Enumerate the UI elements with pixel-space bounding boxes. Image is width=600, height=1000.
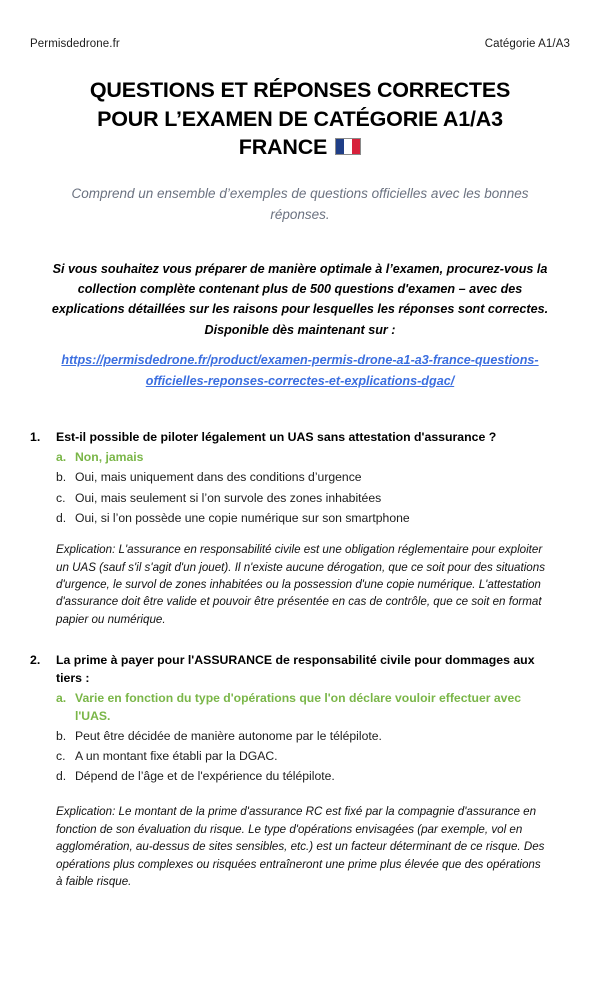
option-letter: b. — [56, 728, 67, 743]
option-letter: c. — [56, 490, 66, 505]
header-category: Catégorie A1/A3 — [484, 38, 570, 50]
option-letter: d. — [56, 768, 67, 783]
answer-option-a[interactable] — [30, 690, 570, 725]
title-line-2: POUR L’EXAMEN DE CATÉGORIE A1/A3 — [97, 106, 503, 131]
answer-options — [30, 449, 570, 527]
option-text: Oui, mais seulement si l’on survole des zones inhabitées — [75, 490, 382, 505]
answer-option-c[interactable] — [30, 490, 570, 508]
questions-list — [30, 429, 570, 890]
answer-option-d[interactable] — [30, 768, 570, 786]
product-link[interactable]: https://permisdedrone.fr/product/examen-permis-drone-a1-a3-france-questions-officielles-reponses-correctes-et-explications-dgac/ — [61, 353, 539, 388]
question-heading — [30, 652, 570, 687]
option-letter: a. — [56, 450, 67, 465]
option-text: Oui, si l’on possède une copie numérique sur son smartphone — [75, 510, 410, 525]
question-block — [30, 429, 570, 628]
title-line-1: QUESTIONS ET RÉPONSES CORRECTES — [89, 78, 511, 102]
option-letter: d. — [56, 510, 67, 525]
answer-option-a[interactable] — [30, 449, 570, 467]
answer-option-b[interactable] — [30, 469, 570, 487]
page-header — [30, 0, 570, 50]
answer-option-b[interactable] — [30, 728, 570, 746]
question-number: 2. — [30, 653, 41, 668]
question-number: 1. — [30, 429, 41, 444]
option-text: A un montant fixe établi par la DGAC. — [75, 748, 278, 763]
question-text: La prime à payer pour l'ASSURANCE de responsabilité civile pour dommages aux tiers : — [56, 653, 535, 685]
answer-option-d[interactable] — [30, 510, 570, 528]
option-text: Peut être décidée de manière autonome par le télépilote. — [75, 728, 382, 743]
option-text: Varie en fonction du type d'opérations que l'on déclare vouloir effectuer avec l'UAS. — [75, 691, 522, 723]
title-line-3-row — [30, 133, 570, 162]
page-subtitle: Comprend un ensemble d’exemples de questions officielles avec les bonnes réponses. — [71, 185, 529, 222]
option-letter: a. — [56, 691, 67, 706]
header-site-name: Permisdedrone.fr — [30, 38, 120, 50]
option-letter: c. — [56, 748, 66, 763]
answer-option-c[interactable] — [30, 748, 570, 766]
page-title — [30, 76, 570, 162]
option-text: Non, jamais — [75, 450, 144, 465]
question-explanation: Explication: Le montant de la prime d'assurance RC est fixé par la compagnie d'assurance en fonction de son évaluation du risque. Le type d'opérations envisagées (par exemple, vol en agglomération, au-dessus de sites sensibles, etc.) est un facteur déterminant de ce risque. Des opérations plus complexes ou risquées entraîneront une prime plus élevée que des opérations à faible risque. — [56, 805, 545, 888]
question-heading — [30, 429, 570, 446]
answer-options — [30, 690, 570, 785]
question-text: Est-il possible de piloter légalement un UAS sans attestation d'assurance ? — [56, 429, 497, 444]
option-letter: b. — [56, 470, 67, 485]
promo-link-container — [40, 350, 560, 391]
question-explanation: Explication: L'assurance en responsabilité civile est une obligation réglementaire pour exploiter un UAS (sauf s'il s'agit d'un jouet). Il n'existe aucune dérogation, que ce soit pour des situations d'urgence, le survol de zones inhabitées ou la possession d'une copie numérique. L'attestation d'assurance doit être valide et pouvoir être présentée en cas de contrôle, que ce soit en format papier ou numérique. — [56, 543, 545, 626]
promo-paragraph: Si vous souhaitez vous préparer de manière optimale à l’examen, procurez-vous la collection complète contenant plus de 500 questions d'examen – avec des explications détaillées sur les raisons pour lesquelles les réponses sont correctes. Disponible dès maintenant sur : — [51, 261, 549, 337]
title-line-3: FRANCE — [238, 135, 328, 160]
question-block — [30, 652, 570, 890]
option-text: Dépend de l’âge et de l'expérience du télépilote. — [75, 768, 335, 783]
french-flag-icon — [335, 138, 361, 155]
option-text: Oui, mais uniquement dans des conditions d’urgence — [75, 470, 362, 485]
